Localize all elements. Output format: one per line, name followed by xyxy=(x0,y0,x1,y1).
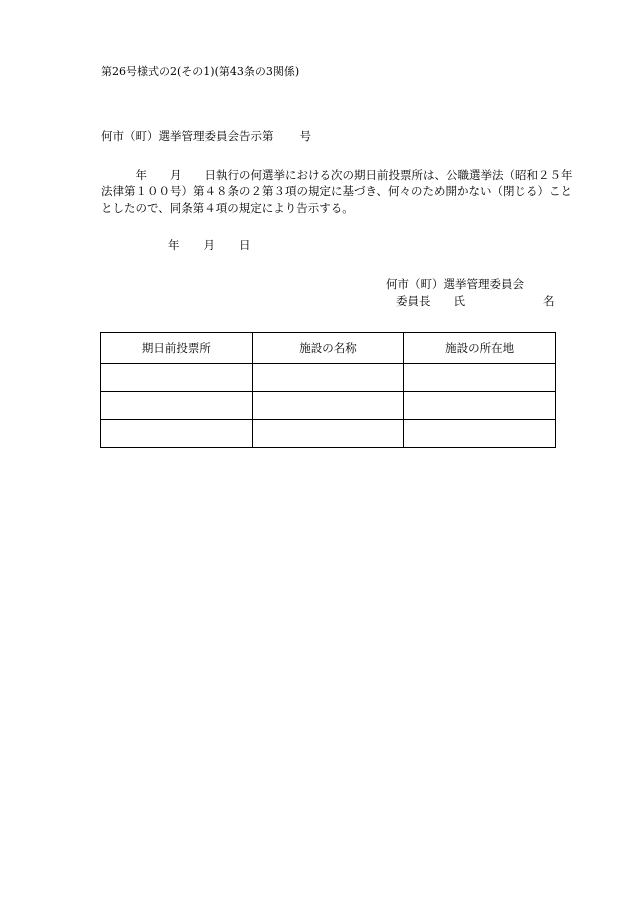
table-cell xyxy=(404,364,556,392)
table-header-row xyxy=(101,333,556,364)
table-row xyxy=(101,364,556,392)
form-number: 第26号様式の2(その1)(第43条の3関係) xyxy=(101,65,300,78)
table-cell xyxy=(101,392,253,420)
notice-body-line-3: としたので、同条第４項の規定により告示する。 xyxy=(101,201,354,215)
table-cell xyxy=(404,392,556,420)
chair-name-suffix: 名 xyxy=(543,294,555,308)
notice-title-suffix: 号 xyxy=(299,129,311,143)
table-cell xyxy=(252,420,404,448)
date-month: 月 xyxy=(203,238,215,252)
table-row xyxy=(101,392,556,420)
notice-body-line-1: 年 月 日執行の何選挙における次の期日前投票所は、公職選挙法（昭和２５年 xyxy=(101,168,573,182)
chair-label: 委員長 氏 xyxy=(396,294,465,308)
notice-date xyxy=(168,237,251,253)
date-day: 日 xyxy=(239,238,251,252)
header-polling-station: 期日前投票所 xyxy=(101,333,253,364)
issuer-committee: 何市（町）選挙管理委員会 xyxy=(386,277,524,291)
table-cell xyxy=(252,364,404,392)
notice-title xyxy=(101,128,311,144)
header-facility-address: 施設の所在地 xyxy=(404,333,556,364)
table-cell xyxy=(101,364,253,392)
notice-title-prefix: 何市（町）選挙管理委員会告示第 xyxy=(101,129,274,143)
table-cell xyxy=(101,420,253,448)
table-row xyxy=(101,420,556,448)
date-year: 年 xyxy=(168,238,180,252)
table-cell xyxy=(252,392,404,420)
table-cell xyxy=(404,420,556,448)
facility-table xyxy=(100,332,556,448)
header-facility-name: 施設の名称 xyxy=(252,333,404,364)
notice-body-line-2: 法律第１００号）第４８条の２第３項の規定に基づき、何々のため開かない（閉じる）こと xyxy=(101,184,573,198)
